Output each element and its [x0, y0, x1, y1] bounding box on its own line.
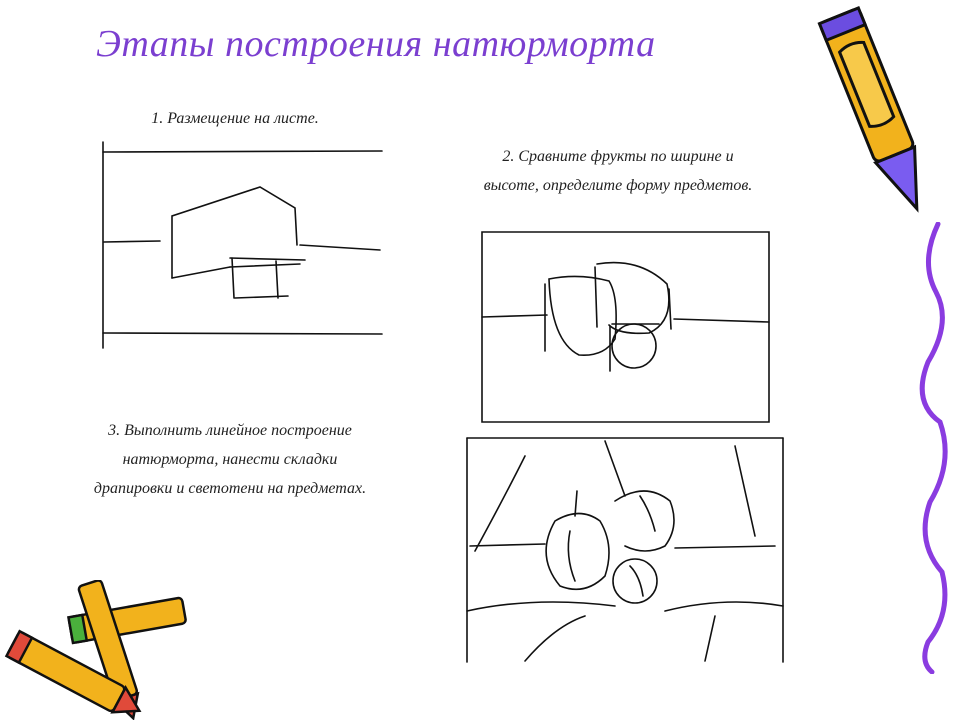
step-1-caption [110, 104, 360, 133]
squiggle-line [910, 222, 958, 674]
caption-line: 3. Выполнить линейное построение [108, 422, 352, 439]
caption-line: высоте, определите форму предметов. [483, 177, 753, 194]
sketch-placement [100, 140, 386, 352]
caption-line: драпировки и светотени на предметах. [93, 480, 367, 497]
sketch-linear-construction [465, 436, 785, 664]
caption-line: натюрморта, нанести складки [122, 451, 338, 468]
caption-line: 1. Размещение на листе. [151, 110, 319, 127]
crossed-pencils-icon [0, 580, 200, 720]
page-title: Этапы построения натюрморта [96, 23, 656, 65]
step-2-caption [428, 142, 808, 200]
pencil-icon [806, 2, 952, 228]
sketch-fruit-comparison [479, 229, 772, 426]
step-3-caption [40, 416, 420, 503]
caption-line: 2. Сравните фрукты по ширине и [502, 148, 734, 165]
